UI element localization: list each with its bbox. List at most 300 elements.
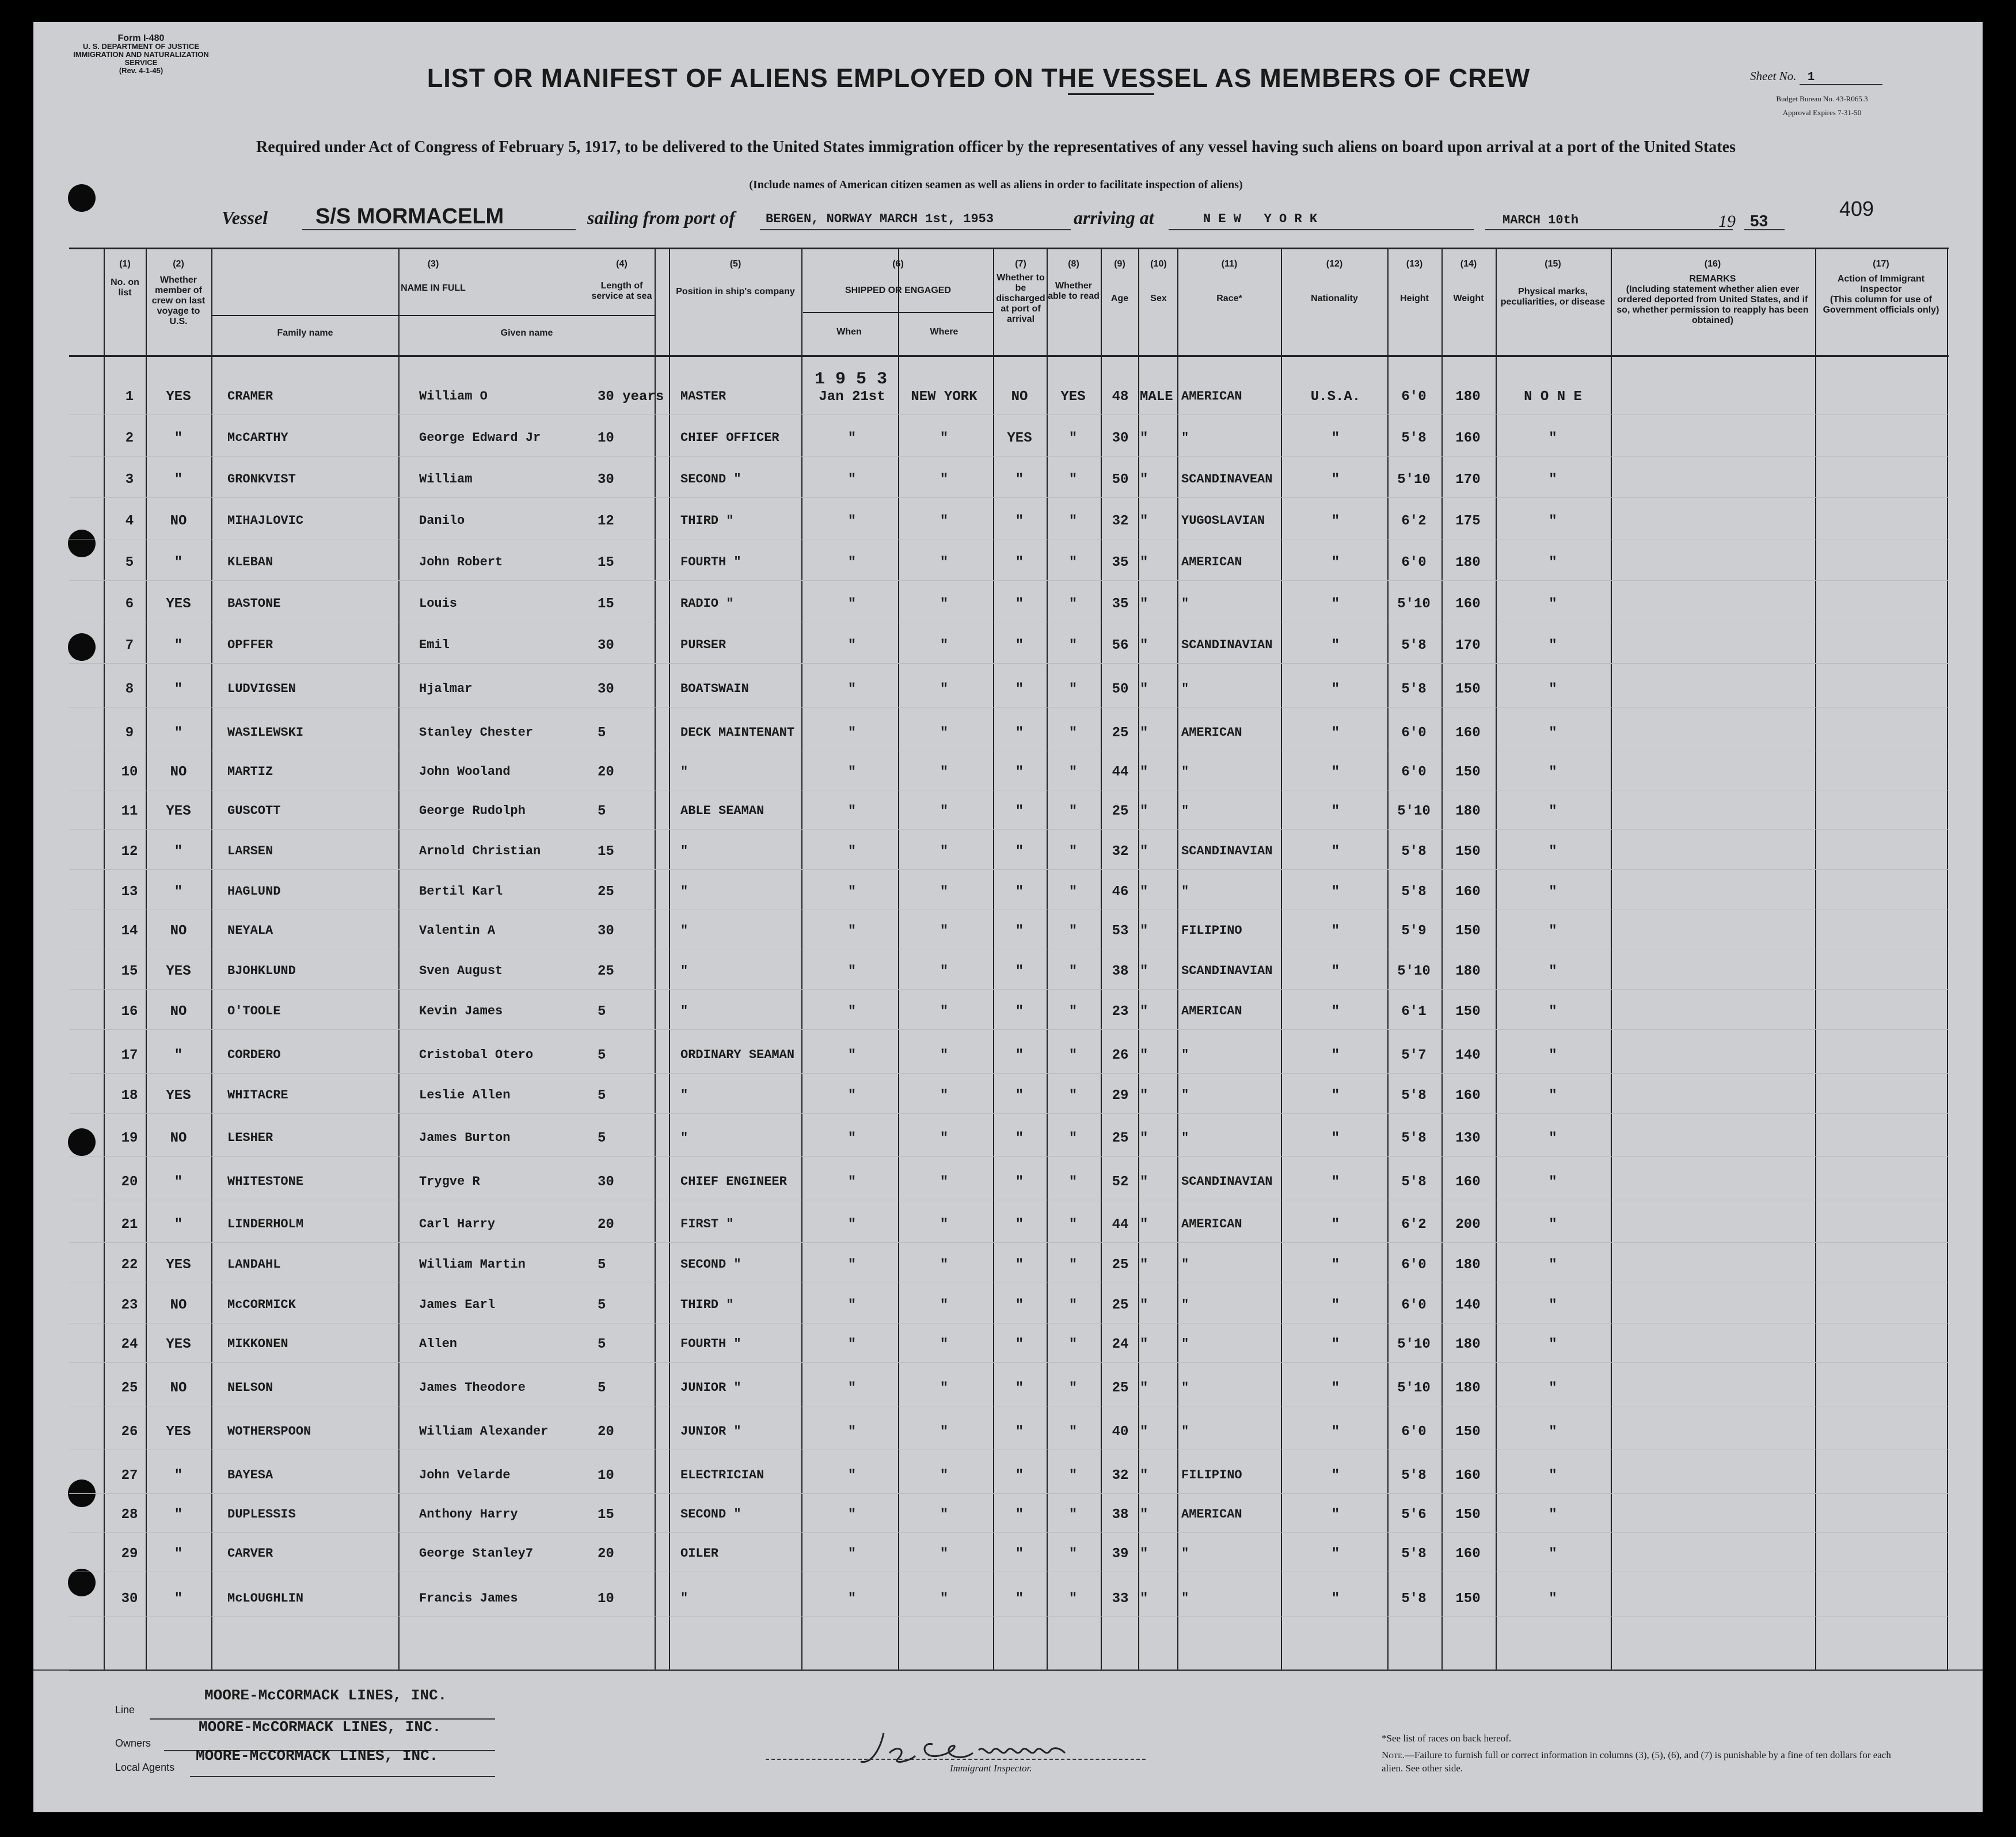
cell-sex: "	[1140, 1004, 1148, 1020]
cell-weight: 160	[1455, 884, 1481, 900]
cell-disch: "	[1015, 1337, 1024, 1352]
cell-where: "	[939, 844, 949, 859]
date-underline	[1485, 229, 1733, 230]
cell-sex: "	[1140, 1546, 1148, 1562]
cell-nat: "	[1331, 1048, 1340, 1063]
cell-weight: 150	[1455, 844, 1481, 859]
cell-read: "	[1068, 1546, 1078, 1562]
vessel-label: Vessel	[222, 207, 268, 228]
budget-bureau: Budget Bureau No. 43-R065.3	[1776, 94, 1868, 103]
col13-header: (13) Height	[1400, 259, 1429, 303]
cell-race: "	[1181, 1424, 1189, 1439]
cell-given: Trygve R	[419, 1174, 480, 1189]
cell-nat: "	[1331, 1337, 1340, 1352]
cell-family: NEYALA	[227, 923, 273, 938]
cell-age: 44	[1112, 765, 1129, 780]
cell-given: John Robert	[419, 555, 503, 569]
cell-age: 46	[1112, 884, 1129, 900]
cell-when: "	[847, 765, 857, 780]
cell-height: 6'0	[1401, 1424, 1427, 1440]
cell-position: "	[680, 884, 689, 899]
cell-marks: "	[1549, 1424, 1557, 1440]
cell-age: 23	[1112, 1004, 1129, 1020]
column-rule	[1441, 248, 1443, 1671]
column-rule	[801, 248, 802, 1671]
cell-race: FILIPINO	[1181, 923, 1242, 938]
cell-service: 30	[598, 1174, 614, 1190]
cell-nat: "	[1331, 682, 1340, 697]
form-number: Form I-480	[117, 33, 165, 43]
cell-family: CRAMER	[227, 389, 273, 404]
cell-where: "	[939, 923, 949, 939]
cell-position: "	[680, 1004, 689, 1018]
cell-height: 5'8	[1401, 884, 1427, 900]
cell-height: 5'10	[1397, 964, 1431, 979]
row-rule	[69, 1532, 1949, 1533]
column-rule	[898, 248, 899, 1671]
cell-race: "	[1181, 1131, 1189, 1145]
cell-disch: "	[1015, 765, 1024, 780]
cell-weight: 180	[1455, 1337, 1481, 1352]
cell-when: "	[847, 1591, 857, 1607]
cell-when: "	[847, 1380, 857, 1396]
column-rule	[1611, 248, 1612, 1671]
cell-age: 50	[1112, 682, 1129, 697]
cell-service: 5	[598, 1298, 606, 1313]
cell-disch: "	[1015, 1257, 1024, 1273]
sailing-from: BERGEN, NORWAY MARCH 1st, 1953	[766, 212, 994, 226]
col2-header: (2) Whether member of crew on last voyage to U.S.	[151, 259, 206, 326]
col10-header: (10) Sex	[1150, 259, 1167, 303]
cell-sex: "	[1140, 804, 1148, 819]
cell-position: JUNIOR "	[680, 1424, 741, 1439]
cell-sex: "	[1140, 1337, 1148, 1352]
cell-given: Arnold Christian	[419, 844, 541, 858]
cell-read: "	[1068, 514, 1078, 529]
cell-sex: "	[1140, 596, 1148, 612]
cell-position: "	[680, 1088, 689, 1102]
year-prefix: 19	[1718, 212, 1736, 231]
cell-height: 5'7	[1401, 1048, 1427, 1063]
cell-nat: "	[1331, 765, 1340, 780]
cell-prev: "	[174, 1217, 183, 1233]
cell-disch: YES	[1007, 431, 1032, 446]
cell-where: "	[939, 765, 949, 780]
column-rule	[104, 248, 105, 1671]
cell-prev: NO	[170, 1131, 187, 1146]
col3-header: (3) NAME IN FULL	[401, 259, 466, 293]
cell-read: "	[1068, 1217, 1078, 1233]
cell-position: ELECTRICIAN	[680, 1468, 764, 1482]
cell-service: 15	[598, 596, 614, 612]
cell-disch: "	[1015, 1217, 1024, 1233]
cell-read: YES	[1060, 389, 1086, 405]
cell-position: THIRD "	[680, 514, 734, 528]
cell-race: SCANDINAVIAN	[1181, 964, 1273, 978]
cell-family: BAYESA	[227, 1468, 273, 1482]
cell-family: WASILEWSKI	[227, 725, 304, 740]
col8-header: (8) Whether able to read	[1048, 259, 1100, 301]
cell-prev: "	[174, 431, 183, 446]
cell-position: SECOND "	[680, 1507, 741, 1522]
cell-disch: "	[1015, 555, 1024, 571]
column-rule	[1281, 248, 1282, 1671]
cell-age: 53	[1112, 923, 1129, 939]
col5-header: (5) Position in ship's company	[676, 259, 795, 296]
cell-weight: 160	[1455, 1088, 1481, 1104]
column-rule	[655, 248, 656, 1671]
cell-nat: "	[1331, 1424, 1340, 1440]
cell-race: AMERICAN	[1181, 389, 1242, 404]
col7-header: (7) Whether to be discharged at port of arrival	[996, 259, 1045, 324]
cell-service: 20	[598, 1546, 614, 1562]
col11-header: (11) Race*	[1216, 259, 1242, 303]
cell-height: 5'10	[1397, 596, 1431, 612]
cell-nat: "	[1331, 638, 1340, 653]
row-rule	[69, 1493, 1949, 1494]
row-rule	[69, 1073, 1949, 1074]
cell-position: SECOND "	[680, 472, 741, 486]
subnote: (Include names of American citizen seamen as well as aliens in order to facilitate inspection of aliens)	[749, 178, 1243, 191]
cell-no: 26	[121, 1424, 138, 1440]
cell-sex: "	[1140, 1131, 1148, 1146]
cell-where: "	[939, 1380, 949, 1396]
cell-service: 20	[598, 1424, 614, 1440]
cell-race: "	[1181, 682, 1189, 696]
form-identifier	[69, 35, 213, 75]
cell-no: 30	[121, 1591, 138, 1607]
cell-nat: "	[1331, 725, 1340, 741]
cell-family: LARSEN	[227, 844, 273, 858]
cell-when: "	[847, 1546, 857, 1562]
cell-prev: "	[174, 1546, 183, 1562]
cell-given: James Burton	[419, 1131, 511, 1145]
cell-race: SCANDINAVEAN	[1181, 472, 1273, 486]
cell-read: "	[1068, 1468, 1078, 1484]
cell-weight: 150	[1455, 1591, 1481, 1607]
cell-weight: 130	[1455, 1131, 1481, 1146]
cell-when: "	[847, 1131, 857, 1146]
cell-marks: "	[1549, 1468, 1557, 1484]
cell-service: 30	[598, 682, 614, 697]
cell-height: 5'8	[1401, 1591, 1427, 1607]
cell-disch: "	[1015, 1380, 1024, 1396]
cell-age: 50	[1112, 472, 1129, 488]
cell-when: "	[847, 1174, 857, 1190]
cell-where: NEW YORK	[911, 389, 977, 405]
cell-nat: "	[1331, 1088, 1340, 1104]
cell-sex: "	[1140, 923, 1148, 939]
cell-age: 52	[1112, 1174, 1129, 1190]
cell-age: 48	[1112, 389, 1129, 405]
agents-underline	[190, 1776, 495, 1777]
owners-value: MOORE-McCORMACK LINES, INC.	[199, 1718, 442, 1736]
cell-age: 38	[1112, 1507, 1129, 1523]
cell-sex: "	[1140, 1174, 1148, 1190]
cell-sex: "	[1140, 884, 1148, 900]
cell-no: 7	[125, 638, 134, 653]
cell-sex: "	[1140, 725, 1148, 741]
column-rule	[1138, 248, 1139, 1671]
cell-race: "	[1181, 884, 1189, 899]
cell-when: "	[847, 1507, 857, 1523]
cell-read: "	[1068, 1424, 1078, 1440]
cell-weight: 180	[1455, 1257, 1481, 1273]
cell-position: MASTER	[680, 389, 726, 404]
cell-read: "	[1068, 1591, 1078, 1607]
cell-family: DUPLESSIS	[227, 1507, 296, 1522]
crew-table	[69, 248, 1949, 1671]
cell-service: 20	[598, 765, 614, 780]
cell-when: Jan 21st	[819, 389, 885, 405]
header-bottom-rule	[69, 355, 1949, 357]
cell-where: "	[939, 1546, 949, 1562]
cell-disch: "	[1015, 1131, 1024, 1146]
cell-sex: "	[1140, 472, 1148, 488]
cell-no: 13	[121, 884, 138, 900]
cell-age: 32	[1112, 514, 1129, 529]
cell-given: William	[419, 472, 473, 486]
cell-weight: 140	[1455, 1048, 1481, 1063]
cell-no: 6	[125, 596, 134, 612]
cell-sex: "	[1140, 1424, 1148, 1440]
arriving-label: arriving at	[1074, 207, 1154, 228]
cell-marks: "	[1549, 964, 1557, 979]
cell-read: "	[1068, 1507, 1078, 1523]
row-rule	[69, 869, 1949, 870]
cell-when: "	[847, 804, 857, 819]
cell-where: "	[939, 1424, 949, 1440]
cell-where: "	[939, 514, 949, 529]
row-rule	[69, 707, 1949, 708]
cell-marks: "	[1549, 1088, 1557, 1104]
cell-disch: "	[1015, 1591, 1024, 1607]
cell-prev: YES	[166, 1088, 191, 1104]
cell-prev: YES	[166, 596, 191, 612]
line-label: Line	[115, 1704, 135, 1716]
cell-marks: "	[1549, 638, 1557, 653]
cell-weight: 150	[1455, 1004, 1481, 1020]
cell-read: "	[1068, 1048, 1078, 1063]
cell-nat: "	[1331, 964, 1340, 979]
cell-where: "	[939, 472, 949, 488]
year-mark: 1 9 5 3	[815, 370, 888, 389]
cell-sex: "	[1140, 844, 1148, 859]
cell-family: McLOUGHLIN	[227, 1591, 304, 1606]
cell-marks: "	[1549, 514, 1557, 529]
cell-where: "	[939, 1257, 949, 1273]
cell-disch: "	[1015, 884, 1024, 900]
cell-height: 6'2	[1401, 1217, 1427, 1233]
sheet-value: 1	[1800, 71, 1882, 85]
cell-marks: "	[1549, 1048, 1557, 1063]
inspector-underline	[766, 1759, 1146, 1760]
cell-given: Hjalmar	[419, 682, 473, 696]
cell-prev: "	[174, 1507, 183, 1523]
cell-family: BJOHKLUND	[227, 964, 296, 978]
cell-when: "	[847, 472, 857, 488]
cell-given: Carl Harry	[419, 1217, 496, 1231]
cell-position: ORDINARY SEAMAN	[680, 1048, 795, 1062]
cell-race: "	[1181, 765, 1189, 779]
cell-weight: 160	[1455, 431, 1481, 446]
cell-read: "	[1068, 1174, 1078, 1190]
cell-disch: "	[1015, 1174, 1024, 1190]
cell-when: "	[847, 725, 857, 741]
arrival-date: MARCH 10th	[1503, 213, 1579, 227]
cell-position: "	[680, 844, 689, 858]
cell-marks: "	[1549, 1380, 1557, 1396]
cell-marks: "	[1549, 431, 1557, 446]
cell-no: 25	[121, 1380, 138, 1396]
column-rule	[398, 248, 400, 1671]
cell-age: 32	[1112, 844, 1129, 859]
cell-read: "	[1068, 431, 1078, 446]
cell-sex: "	[1140, 514, 1148, 529]
cell-nat: "	[1331, 472, 1340, 488]
cell-family: McCARTHY	[227, 431, 288, 445]
cell-service: 25	[598, 884, 614, 900]
cell-height: 5'8	[1401, 431, 1427, 446]
cell-disch: "	[1015, 1088, 1024, 1104]
cell-given: Allen	[419, 1337, 458, 1351]
column-rule	[1047, 248, 1048, 1671]
cell-no: 19	[121, 1131, 138, 1146]
cell-family: HAGLUND	[227, 884, 281, 899]
cell-position: PURSER	[680, 638, 726, 652]
punch-hole	[68, 184, 96, 212]
penalty-note	[1382, 1748, 1911, 1775]
cell-when: "	[847, 1048, 857, 1063]
row-rule	[69, 1242, 1949, 1243]
cell-position: CHIEF ENGINEER	[680, 1174, 787, 1189]
cell-read: "	[1068, 844, 1078, 859]
cell-age: 29	[1112, 1088, 1129, 1104]
col1-header: (1) No. on list	[111, 259, 139, 298]
cell-service: 5	[598, 1337, 606, 1352]
cell-disch: "	[1015, 1424, 1024, 1440]
cell-read: "	[1068, 1337, 1078, 1352]
cell-disch: "	[1015, 1468, 1024, 1484]
agents-value: MOORE-McCORMACK LINES, INC.	[196, 1747, 439, 1764]
cell-family: GRONKVIST	[227, 472, 296, 486]
column-rule	[1947, 248, 1948, 1671]
cell-marks: N O N E	[1524, 389, 1582, 405]
cell-age: 32	[1112, 1468, 1129, 1484]
cell-when: "	[847, 1468, 857, 1484]
cell-sex: "	[1140, 765, 1148, 780]
col9-header: (9) Age	[1110, 259, 1129, 303]
cell-service: 5	[598, 725, 606, 741]
cell-race: SCANDINAVIAN	[1181, 638, 1273, 652]
cell-read: "	[1068, 964, 1078, 979]
cell-service: 25	[598, 964, 614, 979]
cell-when: "	[847, 884, 857, 900]
cell-prev: YES	[166, 964, 191, 979]
cell-where: "	[939, 1174, 949, 1190]
cell-age: 25	[1112, 725, 1129, 741]
cell-height: 5'8	[1401, 1174, 1427, 1190]
cell-read: "	[1068, 1380, 1078, 1396]
races-note: *See list of races on back hereof.	[1382, 1733, 1512, 1744]
cell-given: Leslie Allen	[419, 1088, 511, 1102]
cell-weight: 180	[1455, 389, 1481, 405]
row-rule	[69, 456, 1949, 457]
cell-race: SCANDINAVIAN	[1181, 1174, 1273, 1189]
cell-given: John Wooland	[419, 765, 511, 779]
cell-disch: "	[1015, 844, 1024, 859]
cell-given: John Velarde	[419, 1468, 511, 1482]
budget-info	[1741, 92, 1903, 120]
arriving-port: N E W Y O R K	[1203, 212, 1318, 226]
cell-age: 25	[1112, 804, 1129, 819]
cell-height: 6'0	[1401, 725, 1427, 741]
cell-nat: "	[1331, 1380, 1340, 1396]
cell-disch: "	[1015, 1507, 1024, 1523]
cell-prev: "	[174, 555, 183, 571]
cell-given: Bertil Karl	[419, 884, 503, 899]
cell-no: 20	[121, 1174, 138, 1190]
cell-service: 10	[598, 1468, 614, 1484]
cell-read: "	[1068, 1088, 1078, 1104]
cell-read: "	[1068, 682, 1078, 697]
cell-family: WHITACRE	[227, 1088, 288, 1102]
cell-position: FOURTH "	[680, 1337, 741, 1351]
col4-header: (4) Length of service at sea	[591, 259, 652, 301]
cell-sex: "	[1140, 682, 1148, 697]
cell-service: 20	[598, 1217, 614, 1233]
cell-race: AMERICAN	[1181, 1507, 1242, 1522]
cell-marks: "	[1549, 804, 1557, 819]
cell-race: AMERICAN	[1181, 725, 1242, 740]
cell-no: 10	[121, 765, 138, 780]
cell-height: 6'0	[1401, 1257, 1427, 1273]
cell-sex: "	[1140, 1048, 1148, 1063]
cell-given: Kevin James	[419, 1004, 503, 1018]
cell-given: Anthony Harry	[419, 1507, 518, 1522]
cell-nat: "	[1331, 1591, 1340, 1607]
cell-nat: "	[1331, 1174, 1340, 1190]
cell-given: George Edward Jr	[419, 431, 541, 445]
row-rule	[69, 663, 1949, 664]
cell-weight: 150	[1455, 1424, 1481, 1440]
cell-given: James Theodore	[419, 1380, 526, 1395]
cell-service: 30 years	[598, 389, 664, 405]
cell-sex: "	[1140, 431, 1148, 446]
cell-read: "	[1068, 1257, 1078, 1273]
cell-age: 35	[1112, 555, 1129, 571]
cell-where: "	[939, 1004, 949, 1020]
cell-sex: "	[1140, 1298, 1148, 1313]
cell-disch: "	[1015, 725, 1024, 741]
cell-family: LINDERHOLM	[227, 1217, 304, 1231]
cell-height: 5'8	[1401, 1468, 1427, 1484]
cell-position: SECOND "	[680, 1257, 741, 1272]
cell-disch: "	[1015, 1546, 1024, 1562]
cell-age: 25	[1112, 1131, 1129, 1146]
cell-given: Danilo	[419, 514, 465, 528]
cell-weight: 175	[1455, 514, 1481, 529]
cell-race: "	[1181, 1337, 1189, 1351]
cell-family: MIHAJLOVIC	[227, 514, 304, 528]
cell-age: 24	[1112, 1337, 1129, 1352]
cell-where: "	[939, 431, 949, 446]
cell-race: "	[1181, 1048, 1189, 1062]
cell-race: "	[1181, 1088, 1189, 1102]
family-name-header: Family name	[277, 328, 333, 338]
cell-where: "	[939, 1507, 949, 1523]
cell-race: "	[1181, 431, 1189, 445]
